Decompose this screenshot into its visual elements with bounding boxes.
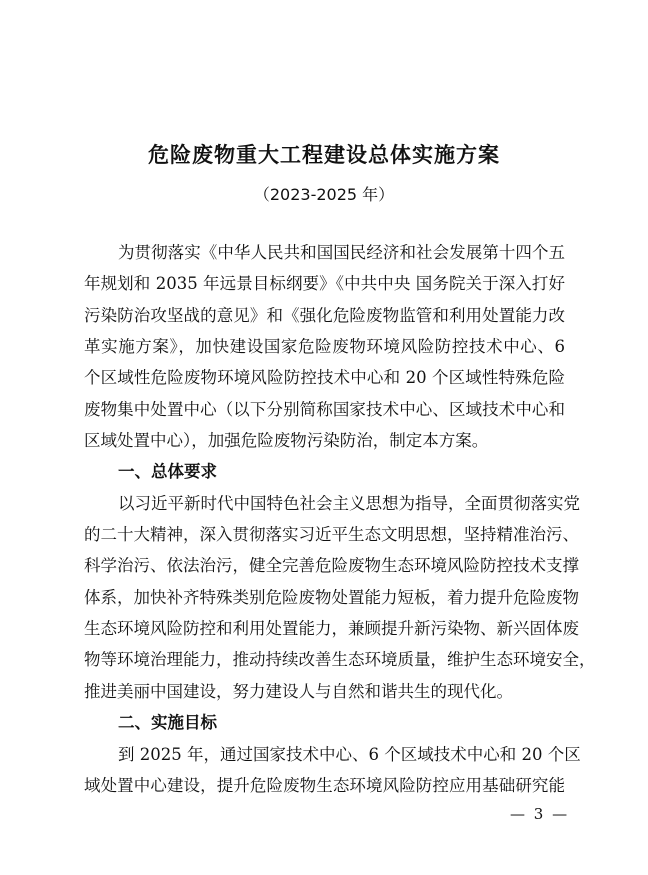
section-heading: 二、实施目标 <box>118 713 217 733</box>
document-subtitle: （2023-2025 年） <box>253 185 395 204</box>
section-paragraph <box>84 488 596 707</box>
text-line: 的二十大精神，深入贯彻落实习近平生态文明思想，坚持精准治污、 <box>84 525 579 545</box>
text-line: 区域处置中心），加强危险废物污染防治，制定本方案。 <box>84 431 489 451</box>
section-heading: 一、总体要求 <box>118 462 217 482</box>
text-line: 科学治污、依法治污，健全完善危险废物生态环境风险防控技术支撑 <box>84 556 579 576</box>
text-line: 废物集中处置中心（以下分别简称国家技术中心、区域技术中心和 <box>84 399 565 419</box>
text-line: 革实施方案》，加快建设国家危险废物环境风险防控技术中心、6 <box>84 337 565 357</box>
text-line: 到 2025 年，通过国家技术中心、6 个区域技术中心和 20 个区 <box>118 744 581 764</box>
text-line: 为贯彻落实《中华人民共和国国民经济和社会发展第十四个五 <box>118 243 565 262</box>
text-line: 体系，加快补齐特殊类别危险废物处置能力短板，着力提升危险废物 <box>84 587 579 607</box>
text-line: 域处置中心建设，提升危险废物生态环境风险防控应用基础研究能 <box>84 775 565 795</box>
text-line: 以习近平新时代中国特色社会主义思想为指导，全面贯彻落实党 <box>118 493 580 513</box>
intro-paragraph <box>84 237 565 456</box>
text-line: 污染防治攻坚战的意见》和《强化危险废物监管和利用处置能力改 <box>84 305 565 325</box>
page-number: — 3 — <box>510 805 570 823</box>
section-paragraph <box>84 739 581 802</box>
text-line: 物等环境治理能力，推动持续改善生态环境质量，维护生态环境安全， <box>84 650 596 670</box>
text-line: 推进美丽中国建设，努力建设人与自然和谐共生的现代化。 <box>84 681 513 701</box>
text-line: 生态环境风险防控和利用处置能力，兼顾提升新污染物、新兴固体废 <box>84 619 579 639</box>
document-body <box>84 237 596 801</box>
document-title: 危险废物重大工程建设总体实施方案 <box>148 143 500 167</box>
text-line: 个区域性危险废物环境风险防控技术中心和 20 个区域性特殊危险 <box>84 368 565 388</box>
text-line: 年规划和 2035 年远景目标纲要》《中共中央 国务院关于深入打好 <box>84 274 565 294</box>
